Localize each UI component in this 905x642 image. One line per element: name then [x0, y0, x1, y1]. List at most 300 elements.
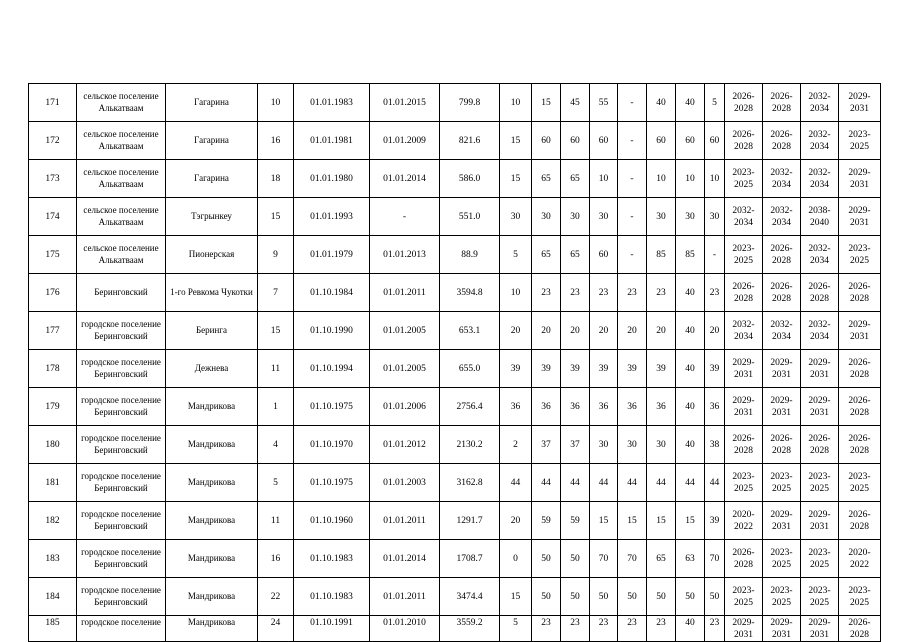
cell-wear-value: 63 [676, 540, 705, 578]
cell-commission-date: 01.01.1981 [294, 122, 370, 160]
cell-repair-period: 2023-2025 [725, 464, 763, 502]
cell-last-repair-date: 01.01.2003 [370, 464, 440, 502]
cell-wear-value: 30 [676, 198, 705, 236]
cell-repair-period: 2026-2028 [839, 616, 881, 642]
cell-last-repair-date: 01.01.2011 [370, 274, 440, 312]
cell-commission-date: 01.10.1983 [294, 540, 370, 578]
cell-wear-value: 5 [705, 84, 725, 122]
table-row [29, 122, 881, 160]
cell-settlement: городское поселение Беринговский [77, 312, 166, 350]
cell-row-number: 181 [29, 464, 77, 502]
cell-street: Гагарина [166, 84, 258, 122]
cell-wear-value: 23 [561, 274, 590, 312]
cell-repair-period: 2023-2025 [763, 540, 801, 578]
table-row [29, 160, 881, 198]
cell-wear-value: 50 [590, 578, 618, 616]
cell-wear-value: 10 [676, 160, 705, 198]
cell-wear-value: 70 [618, 540, 647, 578]
cell-house-number: 18 [258, 160, 294, 198]
table-row [29, 350, 881, 388]
cell-wear-value: 10 [500, 274, 532, 312]
cell-commission-date: 01.10.1975 [294, 388, 370, 426]
cell-wear-value: 44 [618, 464, 647, 502]
cell-repair-period: 2032-2034 [801, 312, 839, 350]
cell-wear-value: 15 [618, 502, 647, 540]
cell-wear-value: 15 [676, 502, 705, 540]
cell-wear-value: 20 [500, 312, 532, 350]
cell-wear-value: - [618, 160, 647, 198]
cell-commission-date: 01.10.1975 [294, 464, 370, 502]
housing-repair-table [28, 83, 881, 642]
cell-house-number: 5 [258, 464, 294, 502]
cell-settlement: городское поселение Беринговский [77, 502, 166, 540]
cell-repair-period: 2026-2028 [725, 122, 763, 160]
cell-area: 2130.2 [440, 426, 500, 464]
cell-settlement: городское поселение [77, 616, 166, 642]
cell-wear-value: 23 [590, 616, 618, 642]
cell-repair-period: 2023-2025 [839, 122, 881, 160]
cell-area: 1291.7 [440, 502, 500, 540]
cell-row-number: 172 [29, 122, 77, 160]
cell-wear-value: 36 [500, 388, 532, 426]
cell-wear-value: 30 [590, 198, 618, 236]
cell-wear-value: 36 [561, 388, 590, 426]
cell-wear-value: 5 [500, 236, 532, 274]
cell-wear-value: 20 [532, 312, 561, 350]
cell-repair-period: 2026-2028 [725, 540, 763, 578]
cell-commission-date: 01.10.1984 [294, 274, 370, 312]
cell-wear-value: 23 [561, 616, 590, 642]
cell-wear-value: 10 [705, 160, 725, 198]
cell-settlement: Беринговский [77, 274, 166, 312]
table-row [29, 388, 881, 426]
cell-area: 3162.8 [440, 464, 500, 502]
cell-wear-value: 36 [647, 388, 676, 426]
cell-repair-period: 2023-2025 [725, 578, 763, 616]
cell-wear-value: 20 [647, 312, 676, 350]
cell-wear-value: 30 [532, 198, 561, 236]
table-row [29, 502, 881, 540]
cell-wear-value: 23 [590, 274, 618, 312]
cell-wear-value: 39 [590, 350, 618, 388]
table-row [29, 236, 881, 274]
cell-wear-value: 50 [532, 540, 561, 578]
cell-wear-value: 20 [590, 312, 618, 350]
cell-repair-period: 2029-2031 [801, 350, 839, 388]
cell-commission-date: 01.01.1993 [294, 198, 370, 236]
cell-street: Дежнева [166, 350, 258, 388]
cell-commission-date: 01.01.1979 [294, 236, 370, 274]
cell-wear-value: 30 [590, 426, 618, 464]
cell-house-number: 24 [258, 616, 294, 642]
cell-repair-period: 2029-2031 [763, 388, 801, 426]
cell-repair-period: 2026-2028 [839, 388, 881, 426]
cell-area: 3559.2 [440, 616, 500, 642]
cell-settlement: городское поселение Беринговский [77, 540, 166, 578]
cell-wear-value: 20 [618, 312, 647, 350]
cell-street: Мандрикова [166, 464, 258, 502]
cell-street: Мандрикова [166, 578, 258, 616]
cell-repair-period: 2020-2022 [839, 540, 881, 578]
cell-wear-value: 5 [500, 616, 532, 642]
cell-wear-value: 0 [500, 540, 532, 578]
cell-wear-value: 50 [647, 578, 676, 616]
cell-repair-period: 2032-2034 [763, 198, 801, 236]
cell-wear-value: 30 [561, 198, 590, 236]
cell-wear-value: 39 [561, 350, 590, 388]
cell-wear-value: - [705, 236, 725, 274]
cell-settlement: городское поселение Беринговский [77, 464, 166, 502]
cell-repair-period: 2026-2028 [725, 426, 763, 464]
cell-wear-value: 65 [532, 160, 561, 198]
cell-repair-period: 2032-2034 [801, 236, 839, 274]
cell-repair-period: 2026-2028 [839, 426, 881, 464]
cell-repair-period: 2032-2034 [763, 312, 801, 350]
cell-repair-period: 2029-2031 [763, 502, 801, 540]
cell-commission-date: 01.10.1983 [294, 578, 370, 616]
cell-row-number: 171 [29, 84, 77, 122]
table-row [29, 312, 881, 350]
table-row [29, 426, 881, 464]
table-row [29, 84, 881, 122]
cell-repair-period: 2032-2034 [763, 160, 801, 198]
cell-wear-value: 44 [647, 464, 676, 502]
cell-last-repair-date: 01.01.2010 [370, 616, 440, 642]
cell-settlement: городское поселение Беринговский [77, 426, 166, 464]
cell-repair-period: 2029-2031 [725, 350, 763, 388]
cell-wear-value: 15 [532, 84, 561, 122]
cell-repair-period: 2032-2034 [725, 198, 763, 236]
cell-repair-period: 2026-2028 [725, 274, 763, 312]
cell-wear-value: 60 [590, 236, 618, 274]
cell-house-number: 10 [258, 84, 294, 122]
cell-repair-period: 2029-2031 [763, 350, 801, 388]
cell-area: 821.6 [440, 122, 500, 160]
cell-wear-value: 36 [590, 388, 618, 426]
cell-repair-period: 2029-2031 [725, 616, 763, 642]
cell-repair-period: 2023-2025 [839, 578, 881, 616]
cell-settlement: сельское поселение Алькатваам [77, 160, 166, 198]
cell-repair-period: 2029-2031 [801, 388, 839, 426]
cell-row-number: 178 [29, 350, 77, 388]
cell-repair-period: 2023-2025 [839, 236, 881, 274]
cell-street: Тэгрынкеу [166, 198, 258, 236]
table-row [29, 464, 881, 502]
cell-wear-value: 40 [676, 616, 705, 642]
cell-wear-value: 23 [532, 274, 561, 312]
cell-row-number: 179 [29, 388, 77, 426]
cell-wear-value: 85 [676, 236, 705, 274]
cell-wear-value: 50 [676, 578, 705, 616]
cell-wear-value: 23 [647, 616, 676, 642]
cell-house-number: 16 [258, 540, 294, 578]
cell-wear-value: 23 [705, 274, 725, 312]
cell-house-number: 15 [258, 198, 294, 236]
cell-wear-value: 60 [561, 122, 590, 160]
cell-area: 799.8 [440, 84, 500, 122]
cell-last-repair-date: 01.01.2005 [370, 312, 440, 350]
cell-repair-period: 2023-2025 [801, 578, 839, 616]
cell-settlement: сельское поселение Алькатваам [77, 84, 166, 122]
cell-wear-value: 23 [705, 616, 725, 642]
cell-repair-period: 2032-2034 [801, 84, 839, 122]
cell-repair-period: 2026-2028 [763, 274, 801, 312]
cell-wear-value: 30 [647, 426, 676, 464]
cell-last-repair-date: - [370, 198, 440, 236]
cell-repair-period: 2026-2028 [801, 274, 839, 312]
cell-wear-value: - [618, 198, 647, 236]
cell-house-number: 7 [258, 274, 294, 312]
cell-wear-value: 39 [532, 350, 561, 388]
cell-street: Мандрикова [166, 616, 258, 642]
cell-street: Мандрикова [166, 502, 258, 540]
cell-last-repair-date: 01.01.2013 [370, 236, 440, 274]
cell-last-repair-date: 01.01.2009 [370, 122, 440, 160]
cell-commission-date: 01.10.1990 [294, 312, 370, 350]
cell-repair-period: 2029-2031 [839, 198, 881, 236]
cell-house-number: 15 [258, 312, 294, 350]
cell-repair-period: 2029-2031 [725, 388, 763, 426]
cell-row-number: 175 [29, 236, 77, 274]
cell-wear-value: 15 [647, 502, 676, 540]
cell-wear-value: 60 [676, 122, 705, 160]
cell-house-number: 1 [258, 388, 294, 426]
cell-house-number: 11 [258, 350, 294, 388]
cell-repair-period: 2029-2031 [801, 616, 839, 642]
cell-repair-period: 2023-2025 [801, 464, 839, 502]
cell-area: 655.0 [440, 350, 500, 388]
cell-repair-period: 2023-2025 [763, 464, 801, 502]
cell-street: Мандрикова [166, 388, 258, 426]
cell-wear-value: 65 [647, 540, 676, 578]
cell-area: 3594.8 [440, 274, 500, 312]
cell-repair-period: 2029-2031 [839, 312, 881, 350]
cell-house-number: 9 [258, 236, 294, 274]
cell-area: 586.0 [440, 160, 500, 198]
cell-commission-date: 01.01.1980 [294, 160, 370, 198]
cell-row-number: 177 [29, 312, 77, 350]
cell-wear-value: 40 [676, 426, 705, 464]
cell-wear-value: 39 [500, 350, 532, 388]
cell-wear-value: 23 [618, 274, 647, 312]
cell-repair-period: 2032-2034 [801, 122, 839, 160]
cell-last-repair-date: 01.01.2006 [370, 388, 440, 426]
cell-wear-value: 30 [705, 198, 725, 236]
cell-wear-value: 44 [500, 464, 532, 502]
cell-house-number: 4 [258, 426, 294, 464]
cell-repair-period: 2023-2025 [763, 578, 801, 616]
cell-wear-value: 70 [705, 540, 725, 578]
cell-wear-value: 10 [590, 160, 618, 198]
cell-wear-value: 70 [590, 540, 618, 578]
cell-repair-period: 2038-2040 [801, 198, 839, 236]
cell-repair-period: 2023-2025 [801, 540, 839, 578]
cell-settlement: сельское поселение Алькатваам [77, 236, 166, 274]
cell-wear-value: 50 [561, 540, 590, 578]
cell-repair-period: 2026-2028 [763, 426, 801, 464]
cell-wear-value: 44 [676, 464, 705, 502]
cell-repair-period: 2026-2028 [763, 122, 801, 160]
cell-street: Гагарина [166, 160, 258, 198]
cell-settlement: сельское поселение Алькатваам [77, 122, 166, 160]
cell-area: 3474.4 [440, 578, 500, 616]
cell-wear-value: 55 [590, 84, 618, 122]
cell-wear-value: 50 [705, 578, 725, 616]
cell-row-number: 176 [29, 274, 77, 312]
cell-wear-value: 40 [676, 350, 705, 388]
cell-last-repair-date: 01.01.2005 [370, 350, 440, 388]
cell-wear-value: 60 [705, 122, 725, 160]
cell-wear-value: 44 [590, 464, 618, 502]
cell-wear-value: 23 [647, 274, 676, 312]
cell-wear-value: 15 [500, 578, 532, 616]
cell-repair-period: 2032-2034 [801, 160, 839, 198]
cell-repair-period: 2026-2028 [801, 426, 839, 464]
cell-repair-period: 2023-2025 [725, 236, 763, 274]
cell-wear-value: 59 [561, 502, 590, 540]
cell-area: 2756.4 [440, 388, 500, 426]
cell-wear-value: 60 [647, 122, 676, 160]
cell-street: Гагарина [166, 122, 258, 160]
cell-last-repair-date: 01.01.2014 [370, 160, 440, 198]
cell-wear-value: 39 [705, 502, 725, 540]
cell-settlement: городское поселение Беринговский [77, 578, 166, 616]
cell-house-number: 22 [258, 578, 294, 616]
cell-repair-period: 2026-2028 [839, 350, 881, 388]
cell-wear-value: 39 [618, 350, 647, 388]
cell-wear-value: - [618, 84, 647, 122]
cell-settlement: городское поселение Беринговский [77, 388, 166, 426]
cell-repair-period: 2029-2031 [839, 84, 881, 122]
cell-wear-value: 15 [500, 122, 532, 160]
cell-house-number: 11 [258, 502, 294, 540]
cell-area: 1708.7 [440, 540, 500, 578]
cell-row-number: 173 [29, 160, 77, 198]
cell-repair-period: 2026-2028 [763, 84, 801, 122]
cell-wear-value: 37 [561, 426, 590, 464]
cell-wear-value: 65 [532, 236, 561, 274]
cell-wear-value: 2 [500, 426, 532, 464]
cell-wear-value: 65 [561, 236, 590, 274]
cell-wear-value: 20 [561, 312, 590, 350]
cell-wear-value: 50 [561, 578, 590, 616]
cell-repair-period: 2026-2028 [839, 502, 881, 540]
cell-street: Беринга [166, 312, 258, 350]
cell-row-number: 174 [29, 198, 77, 236]
cell-wear-value: 40 [647, 84, 676, 122]
cell-repair-period: 2029-2031 [839, 160, 881, 198]
cell-repair-period: 2026-2028 [839, 274, 881, 312]
cell-wear-value: - [618, 236, 647, 274]
cell-wear-value: 60 [590, 122, 618, 160]
cell-wear-value: 40 [676, 274, 705, 312]
cell-commission-date: 01.10.1970 [294, 426, 370, 464]
cell-wear-value: 44 [705, 464, 725, 502]
cell-street: 1-го Ревкома Чукотки [166, 274, 258, 312]
cell-row-number: 184 [29, 578, 77, 616]
table-row [29, 616, 881, 642]
cell-wear-value: 85 [647, 236, 676, 274]
cell-wear-value: 40 [676, 388, 705, 426]
cell-wear-value: 50 [532, 578, 561, 616]
cell-last-repair-date: 01.01.2011 [370, 578, 440, 616]
cell-wear-value: 23 [618, 616, 647, 642]
table-row [29, 274, 881, 312]
cell-row-number: 182 [29, 502, 77, 540]
cell-repair-period: 2026-2028 [763, 236, 801, 274]
cell-wear-value: 65 [561, 160, 590, 198]
cell-wear-value: 37 [532, 426, 561, 464]
cell-settlement: сельское поселение Алькатваам [77, 198, 166, 236]
cell-row-number: 183 [29, 540, 77, 578]
cell-wear-value: 45 [561, 84, 590, 122]
cell-settlement: городское поселение Беринговский [77, 350, 166, 388]
cell-area: 551.0 [440, 198, 500, 236]
cell-commission-date: 01.01.1983 [294, 84, 370, 122]
cell-house-number: 16 [258, 122, 294, 160]
cell-wear-value: 30 [500, 198, 532, 236]
cell-wear-value: 30 [647, 198, 676, 236]
cell-repair-period: 2026-2028 [725, 84, 763, 122]
table-row [29, 198, 881, 236]
cell-last-repair-date: 01.01.2011 [370, 502, 440, 540]
cell-wear-value: 60 [532, 122, 561, 160]
cell-wear-value: 59 [532, 502, 561, 540]
cell-wear-value: - [618, 122, 647, 160]
cell-wear-value: 10 [500, 84, 532, 122]
cell-wear-value: 36 [532, 388, 561, 426]
cell-repair-period: 2020-2022 [725, 502, 763, 540]
cell-wear-value: 20 [500, 502, 532, 540]
cell-last-repair-date: 01.01.2015 [370, 84, 440, 122]
cell-wear-value: 15 [590, 502, 618, 540]
cell-wear-value: 23 [532, 616, 561, 642]
cell-wear-value: 50 [618, 578, 647, 616]
cell-commission-date: 01.10.1991 [294, 616, 370, 642]
cell-wear-value: 20 [705, 312, 725, 350]
cell-wear-value: 40 [676, 84, 705, 122]
cell-wear-value: 15 [500, 160, 532, 198]
cell-wear-value: 30 [618, 426, 647, 464]
cell-wear-value: 36 [705, 388, 725, 426]
cell-row-number: 185 [29, 616, 77, 642]
cell-last-repair-date: 01.01.2014 [370, 540, 440, 578]
cell-wear-value: 36 [618, 388, 647, 426]
table-body [29, 84, 881, 642]
cell-last-repair-date: 01.01.2012 [370, 426, 440, 464]
cell-row-number: 180 [29, 426, 77, 464]
cell-repair-period: 2032-2034 [725, 312, 763, 350]
cell-wear-value: 39 [705, 350, 725, 388]
cell-area: 88.9 [440, 236, 500, 274]
cell-repair-period: 2029-2031 [763, 616, 801, 642]
cell-commission-date: 01.10.1960 [294, 502, 370, 540]
cell-wear-value: 44 [561, 464, 590, 502]
table-row [29, 578, 881, 616]
cell-wear-value: 40 [676, 312, 705, 350]
cell-street: Пионерская [166, 236, 258, 274]
cell-wear-value: 39 [647, 350, 676, 388]
cell-street: Мандрикова [166, 426, 258, 464]
cell-wear-value: 10 [647, 160, 676, 198]
cell-wear-value: 44 [532, 464, 561, 502]
cell-repair-period: 2023-2025 [725, 160, 763, 198]
cell-wear-value: 38 [705, 426, 725, 464]
cell-repair-period: 2023-2025 [839, 464, 881, 502]
cell-repair-period: 2029-2031 [801, 502, 839, 540]
cell-commission-date: 01.10.1994 [294, 350, 370, 388]
cell-area: 653.1 [440, 312, 500, 350]
